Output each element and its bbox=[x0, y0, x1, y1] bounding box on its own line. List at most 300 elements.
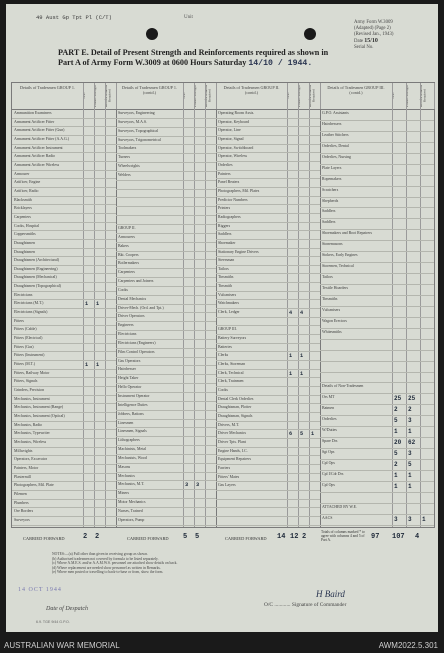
row-label: Artificer, Engine bbox=[14, 180, 41, 185]
row-label: Watchmakers bbox=[218, 301, 240, 306]
table-row bbox=[12, 231, 116, 240]
row-value: 25 bbox=[394, 395, 402, 403]
table-row bbox=[116, 128, 216, 137]
row-value: 3 bbox=[408, 515, 412, 523]
row-label: Storemen, Technical bbox=[322, 264, 354, 269]
row-label: Clerk, Trainmen bbox=[218, 379, 244, 384]
table-row bbox=[116, 366, 216, 375]
table-row bbox=[116, 305, 216, 314]
row-value: 1 bbox=[85, 301, 89, 308]
row-label: Scratchers bbox=[322, 187, 339, 192]
table-row bbox=[216, 309, 320, 318]
row-label: Intelligence Duties bbox=[118, 402, 148, 407]
row-label: Electricians bbox=[14, 292, 33, 297]
table-row bbox=[12, 361, 116, 370]
table-row bbox=[12, 223, 116, 232]
table-row bbox=[116, 163, 216, 172]
title-line: Part A of Army Form W.3009 at 0600 Hours Saturday bbox=[58, 58, 247, 67]
row-label: Electricians (Signals) bbox=[14, 310, 48, 315]
row-label: Bakers bbox=[118, 243, 129, 248]
table-row bbox=[320, 362, 434, 373]
group-header bbox=[12, 83, 116, 110]
table-row bbox=[320, 471, 434, 482]
table-row bbox=[320, 230, 434, 241]
row-label: Leather Stitchers bbox=[322, 132, 349, 137]
table-row bbox=[12, 309, 116, 318]
row-label: Motor Mechanics bbox=[118, 500, 146, 505]
table-row bbox=[216, 240, 320, 249]
row-label: Electricians bbox=[118, 332, 137, 337]
table-row bbox=[216, 465, 320, 474]
table-row bbox=[116, 393, 216, 402]
row-label: Armament Artificer Fitter bbox=[14, 119, 55, 124]
row-value: 1 bbox=[85, 362, 89, 369]
table-row bbox=[216, 352, 320, 361]
row-label: Mechanics, M.T. bbox=[118, 482, 145, 487]
row-label: Stonemasons bbox=[322, 242, 343, 247]
table-row bbox=[320, 318, 434, 329]
table-row bbox=[116, 340, 216, 349]
table-row bbox=[216, 223, 320, 232]
form-reference bbox=[354, 20, 432, 51]
row-label: Coppersmiths bbox=[14, 232, 36, 237]
note-line: NOTES:—(a) Full other than given in receiving group as shown. bbox=[52, 552, 148, 556]
table-row bbox=[216, 500, 320, 509]
row-label: Height Taker bbox=[118, 376, 139, 381]
table-row bbox=[216, 274, 320, 283]
row-label: ATTACHED BY W.E. bbox=[322, 504, 357, 509]
row-label: Draughtsmen (Mechanical) bbox=[14, 275, 57, 280]
row-label: Blacksmith bbox=[14, 197, 32, 202]
table-row bbox=[216, 266, 320, 275]
row-label: Farriers bbox=[218, 465, 231, 470]
table-row bbox=[12, 205, 116, 214]
row-value: 1 bbox=[96, 301, 100, 308]
row-label: Welders bbox=[118, 172, 131, 177]
row-label: Tinsmith bbox=[218, 284, 232, 289]
table-row bbox=[216, 439, 320, 448]
group-rows bbox=[320, 110, 434, 526]
row-label: Stokers, Early Engines bbox=[322, 253, 358, 258]
table-row bbox=[12, 249, 116, 258]
row-label: Mechanists, Wood bbox=[118, 455, 147, 460]
form-sheet bbox=[6, 4, 438, 632]
row-value: 2 bbox=[394, 406, 398, 414]
table-row bbox=[12, 378, 116, 387]
table-row bbox=[320, 351, 434, 362]
table-row bbox=[216, 214, 320, 223]
table-row bbox=[216, 257, 320, 266]
group-header bbox=[216, 83, 320, 110]
row-label: Film Control Operators bbox=[118, 349, 155, 354]
table-row bbox=[320, 373, 434, 384]
row-label: Carpenters bbox=[14, 214, 31, 219]
row-value: 1 bbox=[408, 482, 412, 490]
table-row bbox=[12, 127, 116, 136]
table-row bbox=[116, 198, 216, 207]
row-label: Operators, Pump bbox=[118, 517, 145, 522]
group-header bbox=[320, 83, 434, 110]
row-label: Jobbers, Rations bbox=[118, 411, 144, 416]
table-row bbox=[320, 383, 434, 394]
row-label: Shoemaker bbox=[218, 240, 236, 245]
row-label: Nurses, Trained bbox=[118, 508, 143, 513]
row-value: 1 bbox=[300, 370, 304, 377]
row-label: Clerks bbox=[218, 353, 229, 358]
table-row bbox=[12, 197, 116, 206]
table-row bbox=[12, 387, 116, 396]
table-row bbox=[12, 119, 116, 128]
table-row bbox=[320, 274, 434, 285]
row-label: Plumbers bbox=[14, 500, 29, 505]
note-line: (b) Authorised tradesmen not covered by formula to be listed separately. bbox=[52, 556, 159, 561]
row-label: Tailors bbox=[218, 266, 229, 271]
sub-header: Posted Strength bbox=[194, 83, 206, 109]
table-row bbox=[116, 225, 216, 234]
table-row bbox=[216, 517, 320, 526]
row-label: Steersman bbox=[218, 258, 235, 263]
row-label: Mechanics, Wireless bbox=[14, 439, 47, 444]
table-row bbox=[216, 171, 320, 180]
row-label: Artificer, Radio bbox=[14, 188, 39, 193]
table-row bbox=[320, 219, 434, 230]
row-value: 2 bbox=[394, 461, 398, 468]
table-row bbox=[116, 473, 216, 482]
sub-header: Posted Strength bbox=[406, 83, 421, 109]
table-row bbox=[216, 326, 320, 335]
row-label: Cpl Ops bbox=[322, 461, 335, 465]
row-label: Machinists, Metal bbox=[118, 447, 147, 452]
table-row bbox=[12, 508, 116, 517]
row-label: Boilermakers bbox=[118, 261, 139, 266]
table-row bbox=[216, 474, 320, 483]
total-g3-ws: 14 bbox=[277, 533, 286, 541]
table-row bbox=[116, 331, 216, 340]
table-row bbox=[320, 449, 434, 460]
row-label: Draughtsmen (Architectural) bbox=[14, 258, 60, 263]
table-row bbox=[116, 181, 216, 190]
row-label: Millwrights bbox=[14, 448, 33, 453]
row-value: 1 bbox=[422, 515, 426, 523]
row-label: Tinsmiths bbox=[218, 275, 234, 280]
row-value: 5 bbox=[394, 450, 398, 458]
row-label: Hello Operator bbox=[118, 385, 142, 390]
table-row bbox=[216, 396, 320, 405]
row-label: Draughtsmen (Engineering) bbox=[14, 266, 58, 271]
table-row bbox=[12, 500, 116, 509]
row-label: Driver Operators bbox=[118, 314, 145, 319]
table-row bbox=[12, 292, 116, 301]
table-row bbox=[116, 322, 216, 331]
row-label: Fitters (M.T.) bbox=[14, 362, 35, 367]
table-row bbox=[116, 243, 216, 252]
row-value: 5 bbox=[300, 431, 304, 438]
row-value: 1 bbox=[289, 370, 293, 377]
row-value: 1 bbox=[300, 353, 304, 360]
totals-note: Totals of columns marked * to agree with columns 4 and 5 of Part A. bbox=[321, 530, 365, 542]
table-row bbox=[320, 208, 434, 219]
row-label: Bkt. Coopers bbox=[118, 252, 139, 257]
row-value: 1 bbox=[394, 471, 398, 479]
table-row bbox=[12, 300, 116, 309]
row-label: Battery Surveyors bbox=[218, 336, 247, 341]
table-row bbox=[216, 482, 320, 491]
table-row bbox=[116, 455, 216, 464]
table-row bbox=[320, 296, 434, 307]
row-value: 3 bbox=[185, 482, 189, 489]
table-row bbox=[216, 205, 320, 214]
signature-label: Signature of Commander bbox=[291, 602, 347, 608]
row-label: Photographers, Mil. Plate bbox=[14, 483, 54, 488]
sub-header: W.E. bbox=[83, 83, 95, 109]
group-header-title: Details of Tradesmen GROUP II. (contd.) bbox=[223, 85, 280, 95]
note-line: (d) Where replacement are needed show personnel as written in Remarks. bbox=[52, 565, 161, 570]
table-row bbox=[216, 387, 320, 396]
carried-forward-label: CARRIED FORWARD bbox=[225, 536, 267, 541]
row-label: Turners bbox=[118, 155, 130, 160]
table-row bbox=[216, 300, 320, 309]
table-row bbox=[12, 404, 116, 413]
table-row bbox=[116, 110, 216, 119]
row-label: Engineers bbox=[118, 323, 134, 328]
row-label: Textile Hoarders bbox=[322, 286, 348, 290]
row-label: Mechanics bbox=[118, 473, 135, 478]
row-label: Orderlies bbox=[322, 417, 337, 422]
row-value: 3 bbox=[196, 482, 200, 489]
row-label: Lithographers bbox=[118, 438, 140, 443]
row-label: Operator, Line bbox=[218, 128, 241, 133]
table-row bbox=[116, 154, 216, 163]
row-value: 5 bbox=[394, 417, 398, 425]
row-label: Fitters, Railway Motor bbox=[14, 370, 50, 375]
group-header bbox=[116, 83, 216, 110]
table-group bbox=[12, 83, 117, 527]
punch-hole bbox=[304, 28, 316, 40]
table-row bbox=[320, 132, 434, 143]
table-row bbox=[320, 241, 434, 252]
table-row bbox=[12, 318, 116, 327]
table-row bbox=[216, 491, 320, 500]
carried-forward-label: CARRIED FORWARD bbox=[23, 536, 65, 541]
table-row bbox=[116, 234, 216, 243]
row-label: Saddlers bbox=[322, 220, 336, 225]
table-row bbox=[116, 384, 216, 393]
table-row bbox=[320, 416, 434, 427]
table-row bbox=[320, 121, 434, 132]
row-label: Masons bbox=[118, 464, 131, 469]
table-row bbox=[116, 260, 216, 269]
row-label: Carpenters bbox=[118, 270, 135, 275]
strength-table bbox=[11, 82, 435, 528]
table-row bbox=[216, 197, 320, 206]
row-value: 25 bbox=[408, 395, 416, 403]
row-value: 1 bbox=[408, 428, 412, 436]
row-label: Mechanics, Instrument (Optical) bbox=[14, 413, 65, 418]
table-row bbox=[216, 456, 320, 465]
row-label: Surveyors, Topographical bbox=[118, 128, 159, 133]
print-code: 6.9. TGE 9/44 G.P.O. bbox=[36, 620, 70, 624]
row-label: Gas Operators bbox=[118, 358, 141, 363]
table-row bbox=[320, 493, 434, 504]
table-row bbox=[320, 515, 434, 526]
row-label: Draughtsman, Signals bbox=[218, 413, 253, 418]
row-value: 1 bbox=[394, 482, 398, 490]
row-label: Draughtsman, Plotter bbox=[218, 405, 252, 410]
row-label: Printers bbox=[218, 206, 231, 211]
row-label: W/Duties bbox=[322, 428, 337, 433]
row-label: Fitters, Signals bbox=[14, 379, 38, 384]
row-label: Fitters (Gas) bbox=[14, 344, 34, 349]
row-label: Linesmen, Signals bbox=[118, 429, 147, 434]
table-row bbox=[320, 110, 434, 121]
row-label: Operator, Wireless bbox=[218, 154, 248, 159]
sub-header: Reinforcements Required bbox=[105, 83, 117, 109]
group-header-title: Details of Tradesmen GROUP 1. (contd.) bbox=[121, 85, 178, 95]
row-label: Vulcanisers bbox=[218, 292, 237, 297]
table-row bbox=[320, 329, 434, 340]
sub-header: W.E. bbox=[183, 83, 195, 109]
table-row bbox=[12, 335, 116, 344]
row-label: Mechanics, Typewriter bbox=[14, 431, 50, 436]
form-notes bbox=[52, 552, 352, 575]
table-group bbox=[320, 83, 435, 527]
table-row bbox=[116, 278, 216, 287]
table-row bbox=[12, 179, 116, 188]
row-label: Draughtsmen bbox=[14, 249, 35, 254]
table-row bbox=[216, 430, 320, 439]
row-label: Panel Beaters bbox=[218, 180, 240, 185]
group-header-title: Details of Tradesmen GROUP III. (contd.) bbox=[327, 85, 385, 95]
row-label: Sgt Ops bbox=[322, 450, 335, 455]
row-label: Painters bbox=[218, 171, 231, 176]
table-row bbox=[116, 358, 216, 367]
table-row bbox=[320, 340, 434, 351]
total-g4-rr: 4 bbox=[415, 533, 420, 541]
table-row bbox=[12, 257, 116, 266]
date-value: 15/10 bbox=[364, 38, 378, 44]
table-row bbox=[320, 394, 434, 405]
row-label: Ors MT bbox=[322, 395, 335, 400]
row-label: Stationary Engine Drivers bbox=[218, 249, 259, 254]
row-label: G.P.O. Assistants bbox=[322, 111, 349, 115]
ref-line: (Revised Jan., 1943) bbox=[354, 32, 394, 37]
table-row bbox=[216, 344, 320, 353]
row-label: Grinders, Precision bbox=[14, 388, 45, 392]
row-value: 1 bbox=[96, 362, 100, 369]
table-row bbox=[116, 269, 216, 278]
table-row bbox=[116, 375, 216, 384]
signature: H Baird bbox=[316, 589, 345, 599]
table-row bbox=[116, 216, 216, 225]
row-label: Surveyors bbox=[14, 517, 30, 522]
row-label: Hairdressers bbox=[322, 121, 342, 126]
table-row bbox=[116, 508, 216, 517]
table-row bbox=[320, 405, 434, 416]
row-value: 3 bbox=[394, 515, 398, 523]
table-row bbox=[116, 296, 216, 305]
total-g2-ws: 5 bbox=[183, 533, 188, 541]
table-row bbox=[12, 171, 116, 180]
row-label: Armourers bbox=[118, 234, 135, 239]
row-value: 3 bbox=[408, 450, 412, 458]
table-group bbox=[116, 83, 217, 527]
table-row bbox=[12, 274, 116, 283]
sub-header: Posted Strength bbox=[94, 83, 106, 109]
row-label: Clerk, Ledger bbox=[218, 310, 240, 315]
table-row bbox=[116, 446, 216, 455]
sub-header: Posted Strength bbox=[298, 83, 310, 109]
row-label: GROUP III. bbox=[218, 327, 237, 332]
table-row bbox=[116, 252, 216, 261]
table-row bbox=[12, 456, 116, 465]
sign-prefix: O/C bbox=[264, 602, 273, 608]
table-row bbox=[12, 439, 116, 448]
row-label: Wheelwrights bbox=[118, 164, 140, 169]
table-row bbox=[320, 427, 434, 438]
row-label: Carpenters and Joiners bbox=[118, 279, 154, 284]
total-g1-ws: 2 bbox=[83, 533, 88, 541]
table-row bbox=[216, 378, 320, 387]
sub-header: Reinforcements Required bbox=[420, 83, 435, 109]
table-row bbox=[12, 396, 116, 405]
row-label: Orderlies, Nursing bbox=[322, 154, 351, 159]
title-date: 14/10 / 1944. bbox=[248, 59, 313, 68]
row-label: Mechanics, Instrument bbox=[14, 396, 50, 401]
unit-typed: 49 Aust Gp Tpt Pl (C/T) bbox=[36, 14, 112, 21]
row-value: 1 bbox=[394, 428, 398, 436]
row-value: 1 bbox=[408, 471, 412, 479]
table-row bbox=[216, 292, 320, 301]
row-label: Riggers bbox=[218, 223, 231, 228]
table-row bbox=[320, 307, 434, 318]
table-row bbox=[320, 460, 434, 471]
table-row bbox=[116, 287, 216, 296]
group-header-title: Details of Tradesmen GROUP 1. bbox=[19, 85, 76, 90]
sub-header: Reinforcements Required bbox=[205, 83, 217, 109]
row-label: Ore Borders bbox=[14, 509, 34, 514]
row-label: Operating Room Assts. bbox=[218, 111, 255, 115]
row-value: 3 bbox=[408, 417, 412, 425]
table-row bbox=[216, 361, 320, 370]
row-label: GROUP II. bbox=[118, 225, 136, 230]
row-label: Ropemakers bbox=[322, 176, 342, 181]
form-title bbox=[58, 48, 388, 69]
table-row bbox=[12, 517, 116, 526]
table-row bbox=[116, 207, 216, 216]
table-row bbox=[216, 162, 320, 171]
row-label: Cooks, Hospital bbox=[14, 223, 40, 228]
archive-footer bbox=[0, 638, 444, 653]
row-label: Fitters (Instrument) bbox=[14, 353, 45, 358]
row-label: Photographers, Mil. Plates bbox=[218, 188, 260, 193]
table-row bbox=[320, 482, 434, 493]
row-label: Spare Drs bbox=[322, 439, 338, 444]
row-label: Ammunition Examiners bbox=[14, 111, 52, 115]
table-row bbox=[12, 110, 116, 119]
table-row bbox=[320, 252, 434, 263]
row-label: Clerk, Technical bbox=[218, 370, 244, 375]
row-label: Linesmen bbox=[118, 420, 134, 425]
table-row bbox=[12, 370, 116, 379]
row-label: AACS bbox=[322, 515, 333, 520]
unit-label: Unit bbox=[184, 15, 193, 20]
row-label: Plastermill bbox=[14, 474, 31, 479]
table-row bbox=[216, 136, 320, 145]
table-row bbox=[216, 231, 320, 240]
row-label: Dental Mechanics bbox=[118, 296, 147, 301]
table-row bbox=[12, 283, 116, 292]
table-row bbox=[12, 482, 116, 491]
